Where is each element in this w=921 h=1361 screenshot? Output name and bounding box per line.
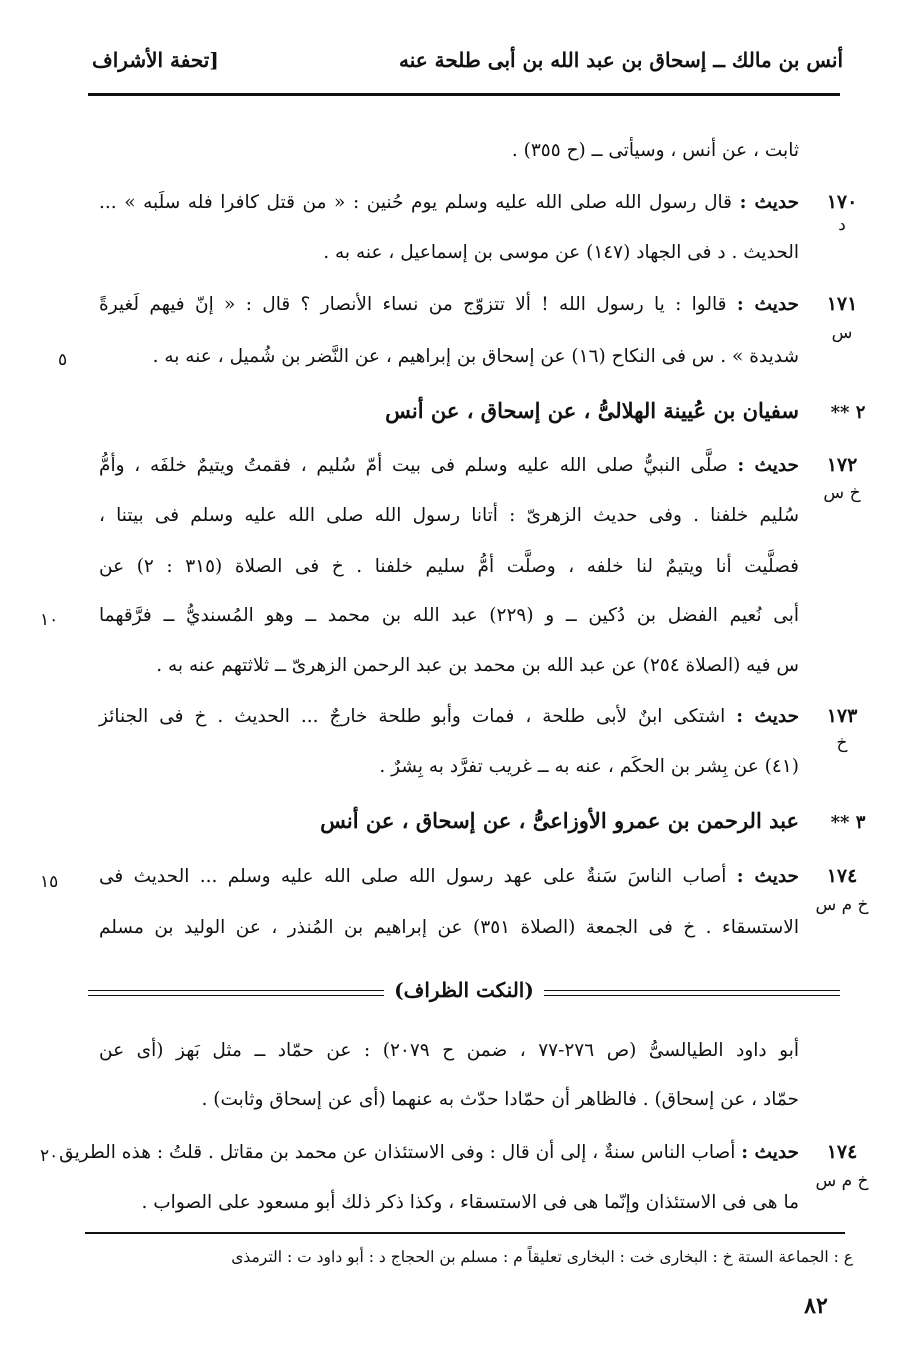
abbreviation-legend: ع : الجماعة الستة خ : البخارى خت : البخارى تعليقاً م : مسلم بن الحجاج د : أبو داود ت : الترمذى bbox=[231, 1248, 853, 1266]
hadith-number: ١٧٤ bbox=[826, 865, 858, 887]
continuation-line: ثابت ، عن أنس ، وسيأتى ــ (ح ٣٥٥) . bbox=[511, 140, 799, 161]
divider-title-wrap bbox=[88, 978, 840, 1002]
hadith-number: ١٧٠ bbox=[826, 191, 858, 213]
source-code: خ bbox=[836, 733, 848, 753]
entry-line bbox=[99, 192, 799, 213]
header-rule bbox=[88, 93, 840, 96]
entry-line bbox=[99, 866, 799, 887]
entry-text: أصاب الناس سنةٌ ، إلى أن قال : وفى الاستئذان عن محمد بن مقاتل . قلتُ : هذه الطريق bbox=[59, 1142, 736, 1163]
source-code: د bbox=[838, 215, 846, 235]
source-code: خ س bbox=[823, 483, 861, 503]
note-line: ما هى فى الاستئذان وإنّما هى فى الاستسقاء ، وكذا ذكر ذلك أبو مسعود على الصواب . bbox=[141, 1192, 799, 1213]
entry-line: (٤١) عن بِشر بن الحكَم ، عنه به ــ غريب تفرَّد به بِشرٌ . bbox=[379, 756, 799, 777]
hadith-keyword: حديث : bbox=[736, 294, 799, 315]
footer-rule bbox=[85, 1232, 845, 1234]
section-stars: ٢ ** bbox=[830, 402, 866, 423]
source-code: خ م س bbox=[815, 1171, 869, 1191]
margin-line-number: ٢٠ bbox=[40, 1146, 59, 1166]
margin-line-number: ١٠ bbox=[40, 610, 59, 630]
book-title: [تحفة الأشراف bbox=[92, 48, 219, 72]
entry-text: اشتكى ابنٌ لأبى طلحة ، فمات وأبو طلحة خارجٌ ... الحديث . خ فى الجنائز bbox=[99, 706, 726, 727]
entry-line: س فيه (الصلاة ٢٥٤) عن عبد الله بن محمد بن عبد الرحمن الزهرىّ ــ ثلاثتهم عنه به . bbox=[156, 655, 799, 676]
hadith-keyword: حديث : bbox=[739, 192, 800, 213]
entry-line: الحديث . د فى الجهاد (١٤٧) عن موسى بن إسماعيل ، عنه به . bbox=[323, 242, 799, 263]
source-code: خ م س bbox=[815, 895, 869, 915]
entry-line bbox=[99, 706, 799, 727]
entry-line: فصلَّيت أنا ويتيمٌ لنا خلفه ، وصلَّت أمُّ سليم خلفنا . خ فى الصلاة (٣١٥ : ٢) عن bbox=[99, 556, 799, 577]
entry-line: سُليم خلفنا . وفى حديث الزهرىّ : أتانا رسول الله صلى الله عليه وسلم فى بيتنا ، bbox=[99, 505, 799, 526]
entry-text: قال رسول الله صلى الله عليه وسلم يوم حُنين : « من قتل كافرا فله سلَبه » ... bbox=[99, 192, 732, 213]
page-number: ٨٢ bbox=[804, 1293, 828, 1319]
section-heading: سفيان بن عُيينة الهلالىُّ ، عن إسحاق ، عن أنس bbox=[385, 398, 799, 423]
hadith-keyword: حديث : bbox=[741, 1142, 799, 1163]
section-heading: عبد الرحمن بن عمرو الأوزاعىُّ ، عن إسحاق ، عن أنس bbox=[320, 808, 799, 833]
entry-line: أبى نُعيم الفضل بن دُكين ــ و (٢٢٩) عبد الله بن محمد ــ وهو المُسنديُّ ــ فرَّقهما bbox=[99, 605, 799, 626]
hadith-number: ١٧٢ bbox=[826, 454, 858, 476]
hadith-number: ١٧٤ bbox=[826, 1141, 858, 1163]
note-line: أبو داود الطيالسىُّ (ص ٢٧٦-٧٧ ، ضمن ح ٢٠٧٩) : عن حمّاد ــ مثل بَهز (أى عن bbox=[99, 1040, 799, 1061]
note-line: حمّاد ، عن إسحاق) . فالظاهر أن حمّادا حدّث به عنهما (أى عن إسحاق وثابت) . bbox=[201, 1089, 799, 1110]
entry-line bbox=[99, 294, 799, 315]
section-stars: ٣ ** bbox=[830, 812, 866, 833]
running-title: أنس بن مالك ــ إسحاق بن عبد الله بن أبى طلحة عنه bbox=[398, 48, 843, 72]
margin-line-number: ٥ bbox=[58, 350, 68, 370]
hadith-keyword: حديث : bbox=[736, 706, 800, 727]
entry-line: الاستسقاء . خ فى الجمعة (الصلاة ٣٥١) عن إبراهيم بن المُنذر ، عن الوليد بن مسلم bbox=[99, 917, 800, 938]
divider-title: (النكت الظراف) bbox=[384, 978, 544, 1002]
note-line bbox=[59, 1142, 799, 1163]
entry-line bbox=[99, 455, 799, 476]
notes-divider bbox=[88, 978, 840, 1004]
hadith-keyword: حديث : bbox=[737, 455, 799, 476]
hadith-keyword: حديث : bbox=[736, 866, 799, 887]
entry-text: أصاب الناسَ سَنةٌ على عهد رسول الله صلى الله عليه وسلم ... الحديث فى bbox=[99, 866, 727, 887]
entry-line: شديدة » . س فى النكاح (١٦) عن إسحاق بن إبراهيم ، عن النَّضر بن شُميل ، عنه به . bbox=[152, 346, 799, 367]
entry-text: قالوا : يا رسول الله ! ألا تتزوّج من نساء الأنصار ؟ قال : « إنّ فيهم لَغيرةً bbox=[99, 294, 727, 315]
entry-text: صلَّى النبيُّ صلى الله عليه وسلم فى بيت أمّ سُليم ، فقمتُ ويتيمٌ خلفَه ، وأمُّ bbox=[99, 455, 728, 476]
margin-line-number: ١٥ bbox=[40, 872, 59, 892]
source-code: س bbox=[831, 323, 853, 343]
hadith-number: ١٧١ bbox=[826, 293, 858, 315]
hadith-number: ١٧٣ bbox=[826, 705, 858, 727]
